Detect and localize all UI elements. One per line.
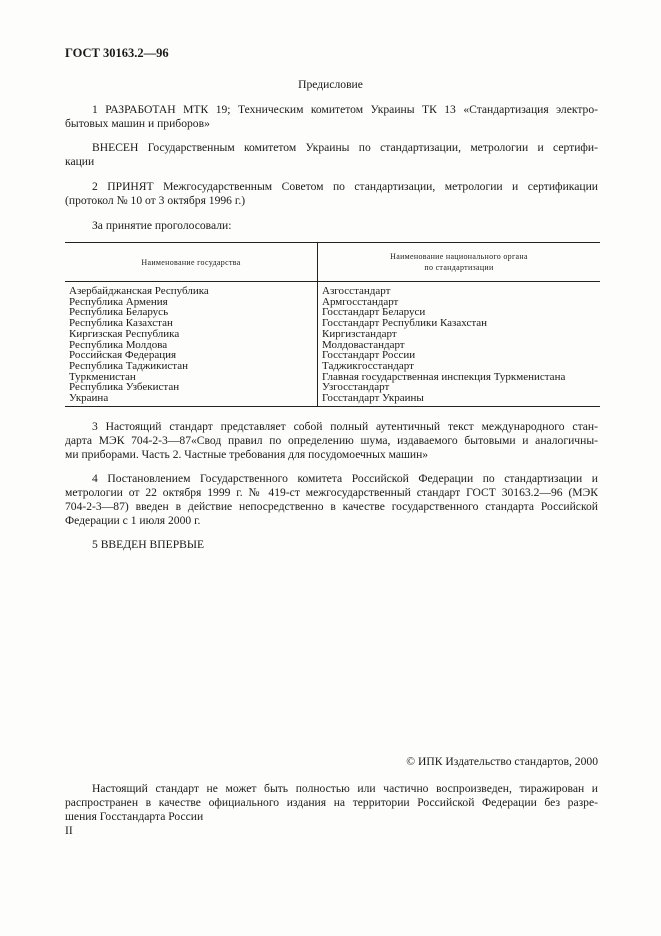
- reproduction-notice: Настоящий стандарт не может быть полностью или частично воспроизведен, тиражирован и распространен в качестве официального издания на территории Российской Федерации без разре- шения Госстандарта России: [65, 782, 598, 823]
- cell-state: Киргизская Республика: [65, 329, 318, 340]
- cell-state: Азербайджанская Республика: [65, 282, 318, 297]
- voting-states-table: [65, 242, 600, 407]
- para1-line2: бытовых машин и приборов»: [65, 117, 210, 130]
- page-number: II: [65, 824, 73, 837]
- para1-marker: 1 РАЗРАБОТАН МТК 19;: [92, 103, 238, 116]
- copyright-notice: © ИПК Издательство стандартов, 2000: [406, 755, 598, 768]
- vnesen-line2: кации: [65, 155, 95, 168]
- para2-line2: (протокол № 10 от 3 октября 1996 г.): [65, 194, 246, 207]
- column-header-body: Наименование национального органа по стандартизации: [318, 243, 601, 282]
- cell-state: Украина: [65, 393, 318, 406]
- page-title: Предисловие: [298, 78, 363, 91]
- para1-line1: 1 РАЗРАБОТАН МТК 19; Техническим комитетом Украины ТК 13 «Стандартизация электро-: [92, 103, 598, 116]
- cell-state: Республика Беларусь: [65, 307, 318, 318]
- cell-body: Узгосстандарт: [322, 381, 390, 394]
- vnesen-marker: ВНЕСЕН: [92, 141, 148, 154]
- paragraph-submitted: [65, 141, 598, 169]
- cell-body: Азгосстандарт: [322, 285, 391, 297]
- table-row: [65, 329, 600, 340]
- cell-body: Госстандарт Украины: [318, 393, 601, 406]
- cell-body: Госстандарт России: [322, 349, 416, 362]
- paragraph-4-resolution: 4 Постановлением Государственного комитета Российской Федерации по стандартизации и метрологии от 22 октября 1999 г. № 419-ст межгосударственный стандарт ГОСТ 30163.2—96 (МЭК 704-2-3—87) введен в действие непосредственно в качестве государственного стандарта Российской Федерации с 1 июля 2000 г.: [65, 472, 598, 527]
- table-row: [65, 282, 600, 297]
- column-header-state: Наименование государства: [65, 243, 318, 282]
- vnesen-line1: ВНЕСЕН Государственным комитетом Украины по стандартизации, метрологии и сертифи-: [92, 141, 598, 154]
- cell-state: Туркменистан: [65, 372, 318, 383]
- para2-marker: 2 ПРИНЯТ: [92, 180, 164, 193]
- cell-body: Армгосстандарт: [322, 295, 399, 308]
- paragraph-2-adopted: [65, 180, 598, 208]
- paragraph-5-first-introduced: 5 ВВЕДЕН ВПЕРВЫЕ: [92, 538, 205, 551]
- cell-state: Республика Армения: [65, 297, 318, 308]
- cell-state: Республика Казахстан: [65, 318, 318, 329]
- para2-line1: 2 ПРИНЯТ Межгосударственным Советом по стандартизации, метрологии и сертификации: [92, 180, 598, 193]
- standard-header: ГОСТ 30163.2—96: [65, 46, 169, 60]
- cell-body: Главная государственная инспекция Туркменистана: [322, 370, 566, 383]
- cell-state: Республика Узбекистан: [65, 382, 318, 393]
- cell-state: Республика Таджикистан: [65, 361, 318, 372]
- cell-body: Таджикгосстандарт: [322, 359, 414, 372]
- paragraph-3-authentic-text: 3 Настоящий стандарт представляет собой полный аутентичный текст международного стан- дарта МЭК 704-2-3—87«Свод правил по определению шума, издаваемого бытовыми и аналогичны- ми приборами. Часть 2. Частные требования для посудомоечных машин»: [65, 420, 598, 461]
- votes-intro: За принятие проголосовали:: [92, 219, 232, 232]
- table-header-row: [65, 243, 600, 282]
- cell-body: Госстандарт Беларуси: [322, 306, 426, 319]
- paragraph-1-developed: [65, 103, 598, 131]
- cell-body: Молдовастандарт: [322, 338, 405, 351]
- cell-body: Киргизстандарт: [322, 327, 397, 340]
- cell-body: Госстандарт Республики Казахстан: [322, 317, 488, 330]
- table-row: [65, 393, 600, 406]
- cell-state: Республика Молдова: [65, 340, 318, 351]
- cell-state: Российская Федерация: [65, 350, 318, 361]
